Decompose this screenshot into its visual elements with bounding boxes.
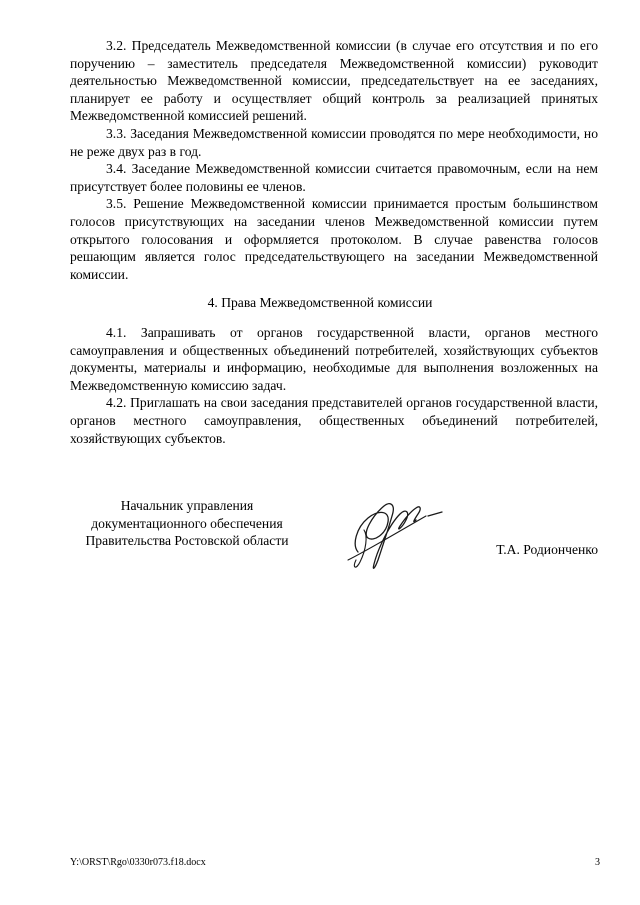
signatory-name: Т.А. Родионченко: [496, 542, 598, 557]
paragraph-4-1: 4.1. Запрашивать от органов государственной власти, органов местного самоуправления и общественных объединений потребителей, хозяйствующих субъектов документы, материалы и информацию, необходимые для выполнения возложенных на Межведомственную комиссию задач.: [70, 325, 598, 393]
paragraph-3-4: 3.4. Заседание Межведомственной комиссии считается правомочным, если на нем присутствует более половины ее членов.: [70, 161, 598, 194]
position-line-3: Правительства Ростовской области: [85, 533, 289, 549]
paragraph-3-2: 3.2. Председатель Межведомственной комиссии (в случае его отсутствия и по его поручению – заместитель председателя Межведомственной комиссии) руководит деятельностью Межведомственной комиссии, председательствует на ее заседаниях, планирует ее работу и осуществляет общий контроль за реализацией принятых Межведомственной комиссией решений.: [70, 38, 598, 124]
section-4-heading: 4. Права Межведомственной комиссии: [207, 295, 433, 310]
paragraph-4-2: 4.2. Приглашать на свои заседания представителей органов государственной власти, органов местного самоуправления, общественных объединений потребителей, хозяйствующих субъектов.: [70, 395, 598, 446]
signatory-position: [62, 497, 312, 550]
position-line-2: документационного обеспечения: [91, 515, 283, 531]
section-3-body: [70, 37, 598, 283]
page-number: 3: [595, 857, 600, 868]
paragraph-3-3: 3.3. Заседания Межведомственной комиссии проводятся по мере необходимости, но не реже двух раз в год.: [70, 125, 598, 159]
position-line-1: Начальник управления: [120, 498, 254, 513]
section-4-body: [70, 324, 598, 447]
handwritten-signature: [338, 490, 448, 580]
footer-file-path: Y:\ORST\Rgo\0330r073.f18.docx: [70, 857, 206, 868]
paragraph-3-5: 3.5. Решение Межведомственной комиссии принимается простым большинством голосов присутствующих на заседании членов Межведомственной комиссии путем открытого голосования и оформляется протоколом. В случае равенства голосов решающим является голос председательствующего на заседании Межведомственной комиссии.: [70, 196, 598, 282]
